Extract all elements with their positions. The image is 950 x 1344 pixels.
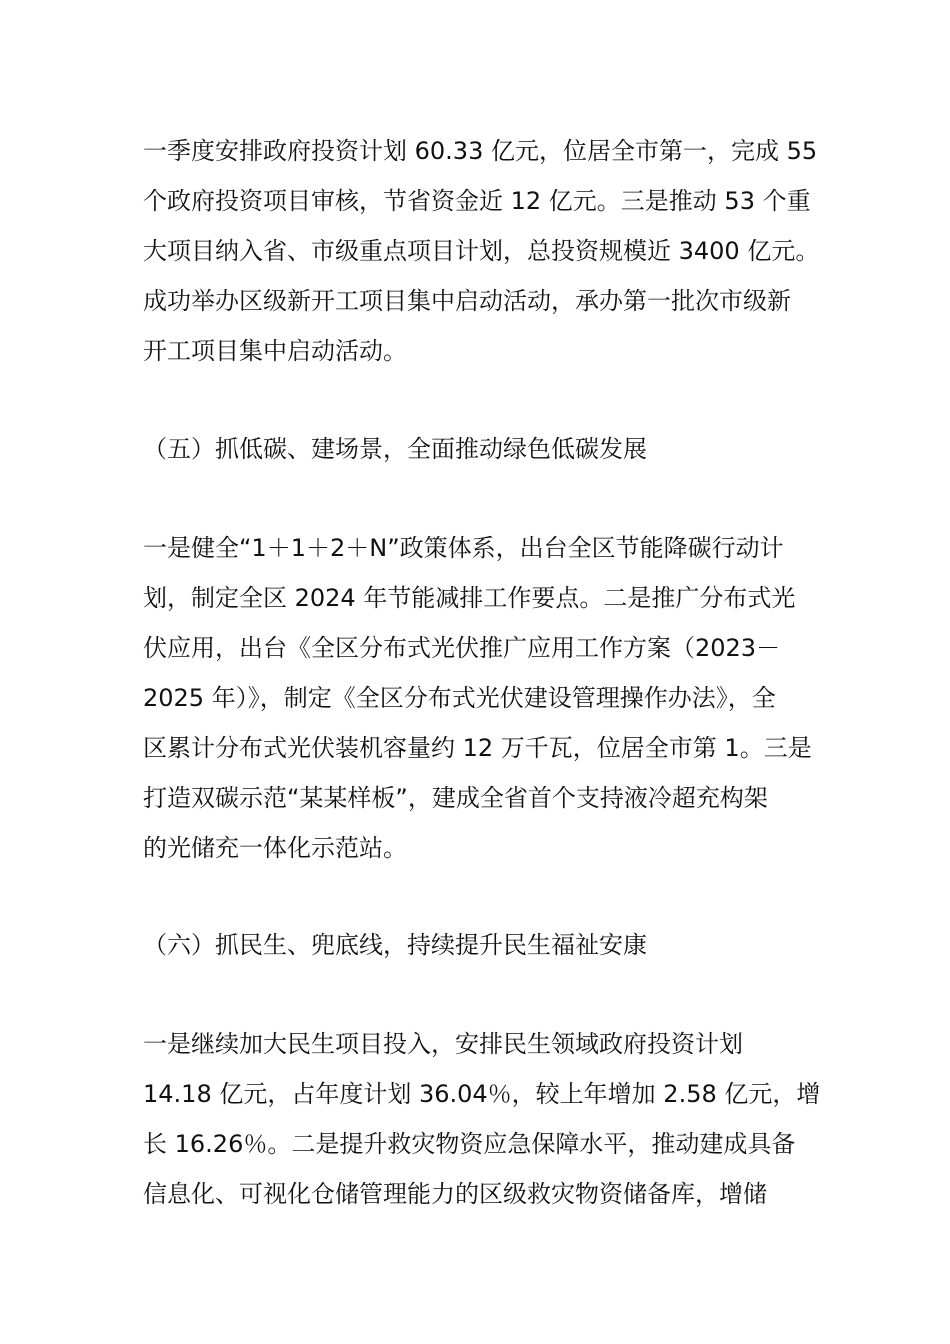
paragraph-2-line-5: 区累计分布式光伏装机容量约 12 万千瓦，位居全市第 1。三是 <box>143 734 812 762</box>
paragraph-2-line-6: 打造双碳示范“某某样板”，建成全省首个支持液冷超充构架 <box>143 784 768 812</box>
paragraph-2-line-2: 划，制定全区 2024 年节能减排工作要点。二是推广分布式光 <box>143 584 796 612</box>
paragraph-2-line-4: 2025 年）》，制定《全区分布式光伏建设管理操作办法》，全 <box>143 684 776 712</box>
section-heading-5: （五）抓低碳、建场景，全面推动绿色低碳发展 <box>143 435 647 463</box>
paragraph-2-line-7: 的光储充一体化示范站。 <box>143 834 407 862</box>
paragraph-3-line-2: 14.18 亿元，占年度计划 36.04％，较上年增加 2.58 亿元，增 <box>143 1080 821 1108</box>
paragraph-3-line-4: 信息化、可视化仓储管理能力的区级救灾物资储备库，增储 <box>143 1180 767 1208</box>
paragraph-1-line-5: 开工项目集中启动活动。 <box>143 337 407 365</box>
paragraph-2-line-1: 一是健全“1＋1＋2＋N”政策体系，出台全区节能降碳行动计 <box>143 534 784 562</box>
paragraph-2-line-3: 伏应用，出台《全区分布式光伏推广应用工作方案（2023－ <box>143 634 781 662</box>
paragraph-3-line-3: 长 16.26％。二是提升救灾物资应急保障水平，推动建成具备 <box>143 1130 796 1158</box>
section-heading-6: （六）抓民生、兜底线，持续提升民生福祉安康 <box>143 931 647 959</box>
paragraph-1-line-3: 大项目纳入省、市级重点项目计划，总投资规模近 3400 亿元。 <box>143 237 820 265</box>
paragraph-1-line-2: 个政府投资项目审核，节省资金近 12 亿元。三是推动 53 个重 <box>143 187 811 215</box>
paragraph-3-line-1: 一是继续加大民生项目投入，安排民生领域政府投资计划 <box>143 1030 743 1058</box>
paragraph-1-line-4: 成功举办区级新开工项目集中启动活动，承办第一批次市级新 <box>143 287 791 315</box>
paragraph-1-line-1: 一季度安排政府投资计划 60.33 亿元，位居全市第一，完成 55 <box>143 137 818 165</box>
